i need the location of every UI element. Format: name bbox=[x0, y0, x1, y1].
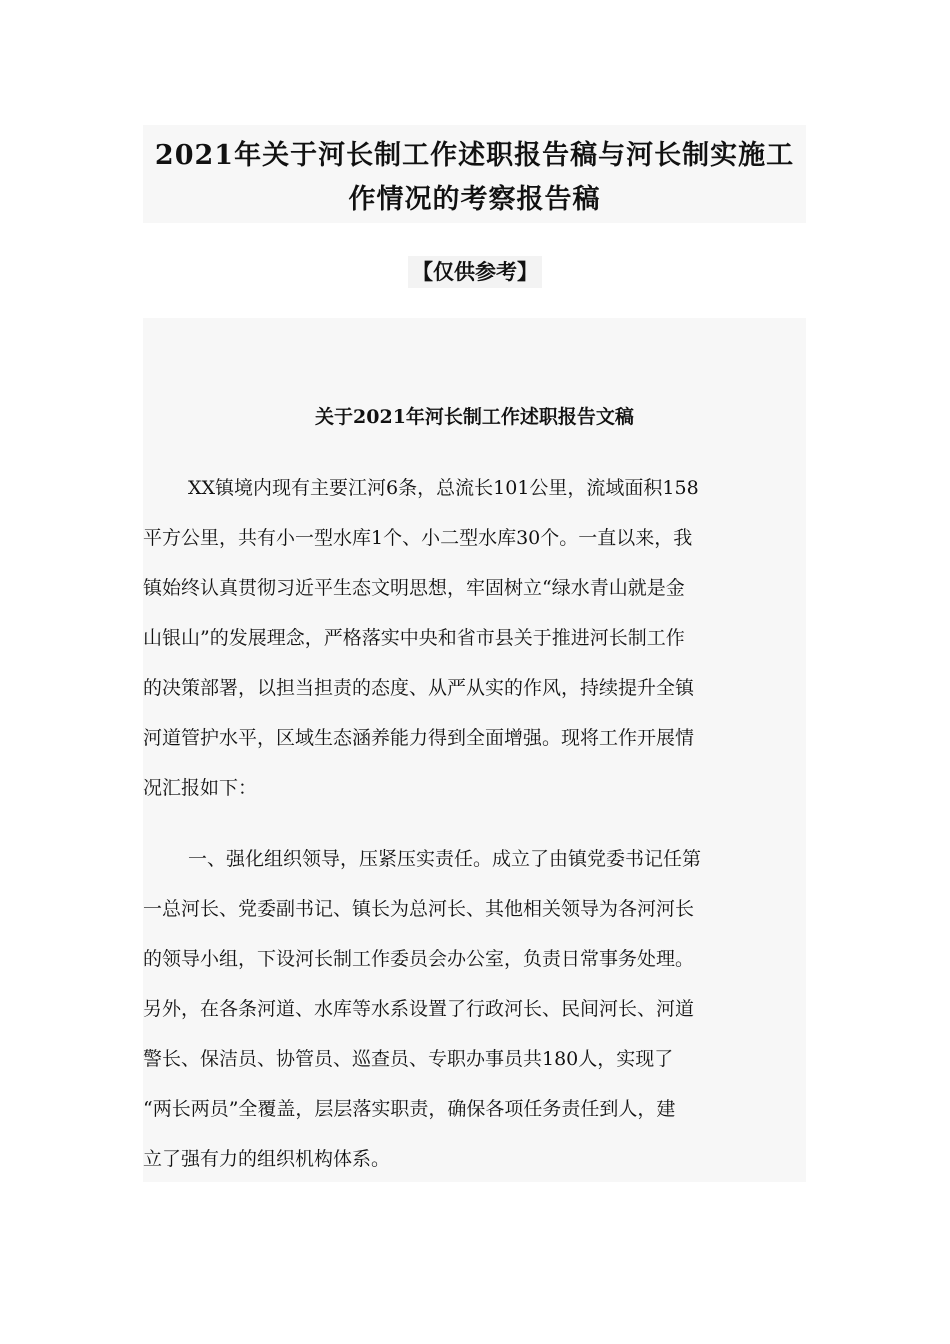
title-line-1: 2021年关于河长制工作述职报告稿与河长制实施工 bbox=[154, 140, 795, 171]
paragraph-1-line-7: 况汇报如下： bbox=[143, 777, 258, 799]
paragraph-1-line-5: 的决策部署，以担当担责的态度、从严从实的作风，持续提升全镇 bbox=[143, 677, 695, 699]
document-body bbox=[143, 318, 806, 1182]
document-title bbox=[143, 125, 806, 223]
paragraph-2-line-6: “两长两员”全覆盖，层层落实职责，确保各项任务责任到人，建 bbox=[143, 1098, 676, 1120]
paragraph-2-line-1: 一、强化组织领导，压紧压实责任。成立了由镇党委书记任第 bbox=[188, 848, 702, 870]
title-line-2: 作情况的考察报告稿 bbox=[348, 184, 601, 215]
paragraph-1-line-2: 平方公里，共有小一型水库1个、小二型水库30个。一直以来，我 bbox=[143, 527, 693, 549]
paragraph-2-line-3: 的领导小组，下设河长制工作委员会办公室，负责日常事务处理。 bbox=[143, 948, 695, 970]
paragraph-1-line-4: 山银山”的发展理念，严格落实中央和省市县关于推进河长制工作 bbox=[143, 627, 685, 649]
reference-note: 【仅供参考】 bbox=[408, 256, 542, 288]
paragraph-2-line-7: 立了强有力的组织机构体系。 bbox=[143, 1148, 391, 1170]
paragraph-1-line-6: 河道管护水平，区域生态涵养能力得到全面增强。现将工作开展情 bbox=[143, 727, 695, 749]
section-heading: 关于2021年河长制工作述职报告文稿 bbox=[315, 406, 634, 428]
paragraph-2-line-5: 警长、保洁员、协管员、巡查员、专职办事员共180人，实现了 bbox=[143, 1048, 674, 1070]
paragraph-1-line-3: 镇始终认真贯彻习近平生态文明思想，牢固树立“绿水青山就是金 bbox=[143, 577, 685, 599]
paragraph-2-line-4: 另外，在各条河道、水库等水系设置了行政河长、民间河长、河道 bbox=[143, 998, 695, 1020]
paragraph-1-line-1: XX镇境内现有主要江河6条，总流长101公里，流域面积158 bbox=[188, 477, 699, 499]
paragraph-2-line-2: 一总河长、党委副书记、镇长为总河长、其他相关领导为各河河长 bbox=[143, 898, 695, 920]
